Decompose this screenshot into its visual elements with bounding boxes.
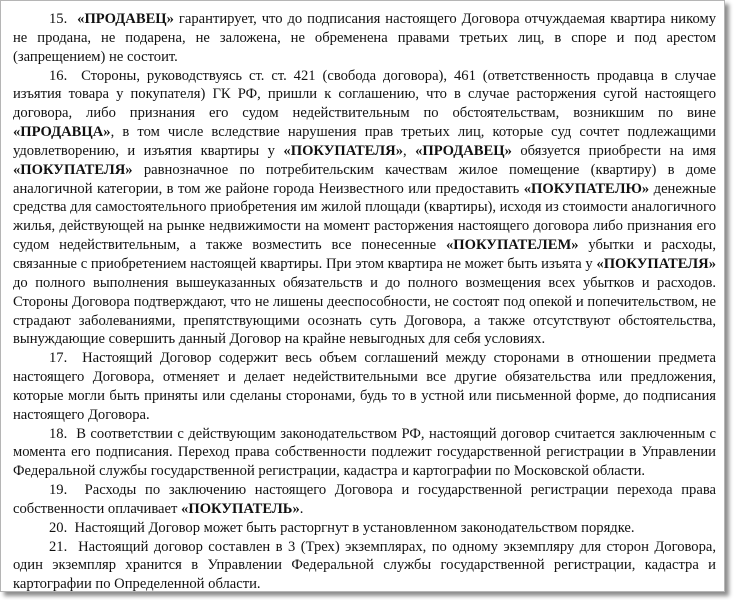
clause-number: 18. xyxy=(49,425,68,442)
contract-clause-20 xyxy=(13,519,716,538)
contract-clause-16 xyxy=(13,67,716,350)
clause-number: 17. xyxy=(49,350,68,367)
party-name: «ПОКУПАТЕЛЬ» xyxy=(181,500,300,517)
party-name: «ПРОДАВЦА» xyxy=(13,124,111,141)
clause-text: Стороны, руководствуясь ст. ст. 421 (свобода договора), 461 (ответственность продавца в случае изъятия товара у покупателя) ГК РФ, пришли к соглашению, что в случае расторжения сугой настоящего договора, либо признания его судом недействительным по обстоятельствам, возникшим по вине xyxy=(13,67,717,122)
clause-text: Настоящий Договор содержит весь объем соглашений между сторонами в отношении предмета настоящего Договора, отменяет и делает недействительными все другие обязательства или предложения, которые могли быть приняты или сделаны сторонами, будь то в устной или письменной форме, до подписания настоящего Договора. xyxy=(13,350,717,423)
contract-clause-21 xyxy=(13,538,716,595)
clause-text: гарантирует, что до подписания настоящего Договора отчуждаемая квартира никому не продана, не подарена, не заложена, не обременена правами третьих лиц, в споре и под арестом (запрещением) не состоит. xyxy=(13,11,717,65)
clause-text: В соответствии с действующим законодательством РФ, настоящий договор считается заключенным с момента его подписания. Переход права собственности подлежит государственной регистрации в Управлении Федеральной службы государственной регистрации, кадастра и картографии по Московской области. xyxy=(13,425,716,480)
party-name: «ПОКУПАТЕЛЕМ» xyxy=(445,237,579,254)
party-name: «ПОКУПАТЕЛЯ» xyxy=(283,142,404,159)
contract-clause-17 xyxy=(13,349,716,424)
clause-number: 19. xyxy=(49,482,68,499)
clause-text: до полного выполнения вышеуказанных обязательств и до полного возмещения всех убытков и расходов. Стороны Договора подтверждают, что не лишены дееспособности, не состоят под опекой и попечительством, не страдают заболеваниями, препятствующими осознать суть Договора, а также отсутствуют обстоятельства, вынуждающие совершить данный Договор на крайне невыгодных для себя условиях. xyxy=(13,274,716,348)
contract-clause-19 xyxy=(13,481,716,519)
clause-number: 20. xyxy=(49,519,68,536)
clause-text: , в том числе вследствие нарушения прав третьих лиц, которые суд сочтет подлежащими удовлетворению, и изъятия квартиры у xyxy=(13,124,716,159)
clause-text: , xyxy=(403,142,416,159)
party-name: «ПОКУПАТЕЛЯ» xyxy=(596,255,716,272)
clause-number: 21. xyxy=(49,538,68,555)
contract-clause-18 xyxy=(13,425,716,482)
clause-text: Настоящий Договор может быть расторгнут в установленном законодательством порядке. xyxy=(74,519,635,536)
party-name: «ПОКУПАТЕЛЯ» xyxy=(13,161,133,178)
contract-clause-15 xyxy=(13,10,716,67)
clause-number: 16. xyxy=(49,67,68,84)
clause-number: 15. xyxy=(49,11,68,27)
clause-text: Настоящий договор составлен в 3 (Трех) экземплярах, по одному экземпляру для сторон Договора, один экземпляр хранится в Управлении Федеральной службы государственной регистрации, кадастра и картографии по Определенной области. xyxy=(13,538,717,593)
clause-text: денежные средства для самостоятельного приобретения им жилой площади (квартиры), исходя из стоимости аналогичного жилья, действующей на рынке недвижимости на момент расторжения настоящего договора либо признания его судом недействительным, а также возместить все понесенные xyxy=(13,180,717,254)
party-name: «ПРОДАВЕЦ» xyxy=(415,142,512,159)
party-name: «ПРОДАВЕЦ» xyxy=(77,11,174,27)
clause-text: равнозначное по потребительским качествам жилое помещение (квартиру) в доме аналогичной категории, в том же районе города Неизвестного или предоставить xyxy=(13,161,716,197)
clause-text: . xyxy=(299,500,304,517)
party-name: «ПОКУПАТЕЛЮ» xyxy=(523,180,650,197)
contract-text xyxy=(13,10,716,594)
clause-text: обязуется приобрести на имя xyxy=(511,142,717,159)
clause-text: Расходы по заключению настоящего Договора и государственной регистрации перехода права собственности оплачивает xyxy=(13,482,717,517)
clause-text: убытки и расходы, связанные с приобретением настоящей квартиры. При этом квартира не может быть изъята у xyxy=(13,237,716,272)
